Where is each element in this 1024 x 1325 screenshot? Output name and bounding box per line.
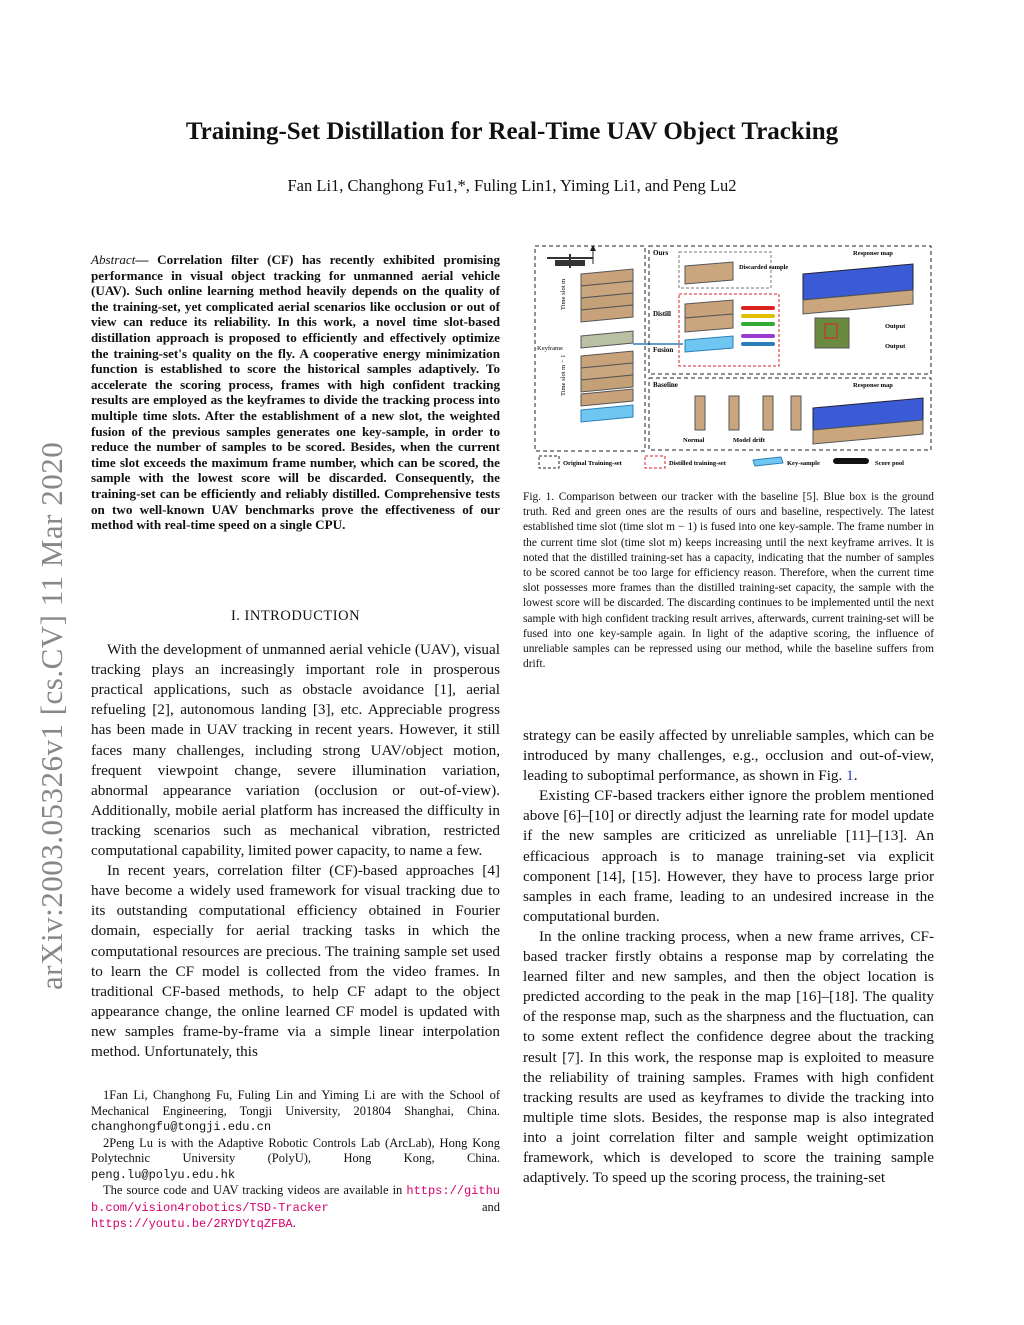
arxiv-stamp-text: arXiv:2003.05326v1 [cs.CV] 11 Mar 2020 (34, 441, 69, 990)
abstract (91, 252, 500, 533)
legend-key: Key-sample (787, 460, 820, 467)
figure-ref-link[interactable]: 1 (846, 767, 854, 785)
label-baseline: Baseline (653, 381, 678, 389)
footnote-3: The source code and UAV tracking videos are available in https://github.com/vision4robotics/TSD-Tracker and https://youtu.be/2RYDYtqZFBA. (91, 1183, 500, 1231)
paper-title: Training-Set Distillation for Real-Time UAV Object Tracking (185, 118, 839, 145)
footnotes (91, 1088, 500, 1233)
label-time-slot-m: Time slot m (560, 278, 567, 310)
abstract-text: — Correlation filter (CF) has recently exhibited promising performance in visual object tracking for unmanned aerial vehicle (UAV). Such online learning method heavily depends on the quality of the training-set, yet complicated aerial scenarios like occlusion or out of view can reduce its reliability. In this work, a novel time slot-based distillation approach is proposed to efficiently and effectively optimize the training-set's quality on the fly. A cooperative energy minimization function is established to score the historical samples adaptively. To accelerate the scoring process, frames with high confident tracking results are employed as the keyframes to divide the tracking process into multiple time slots. After the establishment of a new slot, the weighted fusion of the previous samples generates one key-sample, in order to reduce the number of samples to be scored. Besides, when the current time slot exceeds the maximum frame number, which can be scored, the sample with the lowest score will be discarded. Consequently, the training-set can be efficiently and reliably distilled. Comprehensive tests on two well-known UAV benchmarks prove the effectiveness of our method with real-time speed on a single CPU. (91, 252, 500, 533)
label-fusion: Fusion (653, 346, 674, 354)
footnote-2: 2Peng Lu is with the Adaptive Robotic Controls Lab (ArcLab), Hong Kong Polytechnic University (PolyU), Hong Kong, China. peng.lu@polyu.edu.hk (91, 1135, 500, 1182)
label-normal: Normal (683, 437, 705, 444)
label-time-slot-m1: Time slot m − 1 (560, 354, 567, 396)
github-link[interactable]: https://github.com/vision4robotics/TSD-Tracker (91, 1184, 500, 1215)
intro-paragraph-2: In recent years, correlation filter (CF)-based approaches [4] have become a widely used framework for visual tracking due to its outstanding computational efficiency obtained in Fourier domain, especially for aerial tracking tasks in which the computational resources are precious. The training sample set used to learn the CF model is collected from the video frames. In traditional CF-based methods, to help CF adapt to the object appearance change, the online learned CF model is updated with new samples frame-by-frame via a simple linear interpolation method. Unfortunately, this (91, 862, 500, 1060)
abstract-label: Abstract (91, 252, 136, 267)
youtube-link[interactable]: https://youtu.be/2RYDYtqZFBA (91, 1217, 293, 1231)
legend-original: Original Training-set (563, 460, 622, 467)
drone-icon (547, 245, 596, 268)
label-discarded: Discarded sample (739, 264, 789, 271)
right-paragraph-2: Existing CF-based trackers either ignore the problem mentioned above [6]–[10] or directly adjust the learning rate for model update if the new samples are criticized as unreliable [11]–[13]. An efficacious approach is to manage training-set via explicit component [14], [15]. However, they have to process large prior samples in each frame, leading to an undesired increase in the computational burden. (523, 787, 934, 925)
footnote-1: 1Fan Li, Changhong Fu, Fuling Lin and Yiming Li are with the School of Mechanical Engineering, Tongji University, 201804 Shanghai, China. changhongfu@tongji.edu.cn (91, 1088, 500, 1134)
label-output-1: Output (885, 323, 906, 330)
label-model-drift: Model drift (733, 437, 765, 444)
email-link-2[interactable]: peng.lu@polyu.edu.hk (91, 1167, 236, 1182)
right-paragraph-1: strategy can be easily affected by unreliable samples, which can be introduced by many challenges, e.g., occlusion and out-of-view, leading to suboptimal performance, as shown in Fig. 1. (523, 727, 934, 785)
label-response-top: Response map (853, 250, 893, 257)
introduction (91, 590, 500, 1062)
label-ours: Ours (653, 249, 669, 257)
legend-score: Score pool (875, 460, 904, 467)
email-link-1[interactable]: changhongfu@tongji.edu.cn (91, 1120, 272, 1134)
score-pool-bars (741, 306, 775, 346)
label-response-bottom: Response map (853, 382, 893, 389)
right-column-body (523, 726, 934, 1188)
figure-1 (533, 244, 933, 476)
frame-stack (581, 269, 633, 422)
author-list: Fan Li1, Changhong Fu1,*, Fuling Lin1, Yiming Li1, and Peng Lu2 (287, 176, 737, 195)
right-paragraph-3: In the online tracking process, when a new frame arrives, CF-based tracker firstly obtains a response map by correlating the learned filter and new samples, and then the object location is predicted according to the peak in the map [16]–[18]. The quality of the response map, such as the sharpness and the fluctuation, can to some extent reflect the confidence degree about the tracking result [7]. In this work, the response map is exploited to measure the reliability of training samples. Frames with high confident tracking results are used as keyframes to divide the tracking into multiple time slots. Besides, the response map is also integrated into a joint correlation filter and sample weight optimization framework, which is developed to score the training sample adaptively. To speed up the scoring process, the training-set (523, 927, 934, 1187)
label-distill: Distill (653, 310, 671, 318)
label-keyframe: Keyframe (537, 345, 563, 352)
figure-caption: Fig. 1. Comparison between our tracker with the baseline [5]. Blue box is the ground truth. Red and green ones are the results of ours and baseline, respectively. The latest established time slot (time slot m − 1) is fused into one key-sample. The frame number in the current time slot (time slot m) keeps increasing until the next keyframe arrives. It is noted that the distilled training-set has a capacity, indicating that the number of samples to be scored cannot be too large for efficiency reason. Therefore, when the current time slot possesses more frames than the distilled training-set capacity, the sample with the lowest score will be discarded. The discarding continues to be implemented until the next sample with high confident tracking result arrives, afterwards, current training-set will be fused into one key-sample again. In light of the adaptive scoring, the influence of unreliable samples can be repressed using our method, while the baseline suffers from drift. (523, 491, 934, 671)
section-heading: I. INTRODUCTION (230, 608, 361, 624)
label-output-2: Output (885, 343, 906, 350)
legend-distilled: Distilled training-set (669, 460, 726, 467)
arxiv-stamp (0, 330, 69, 990)
intro-paragraph-1: With the development of unmanned aerial vehicle (UAV), visual tracking plays an increasingly important role in prosperous practical applications, such as obstacle avoidance [1], aerial refueling [2], autonomous landing [3], etc. Appreciable progress has been made in UAV tracking in recent years. However, it still faces many challenges, including strong UAV/object motion, frequent viewpoint change, severe illumination variation, abnormal appearance variation (occlusion or out-of-view). Additionally, mobile aerial platform has increased the difficulty in tracking scenarios such as mechanical vibration, restricted computational capability, limited power capacity, to name a few. (91, 641, 500, 860)
